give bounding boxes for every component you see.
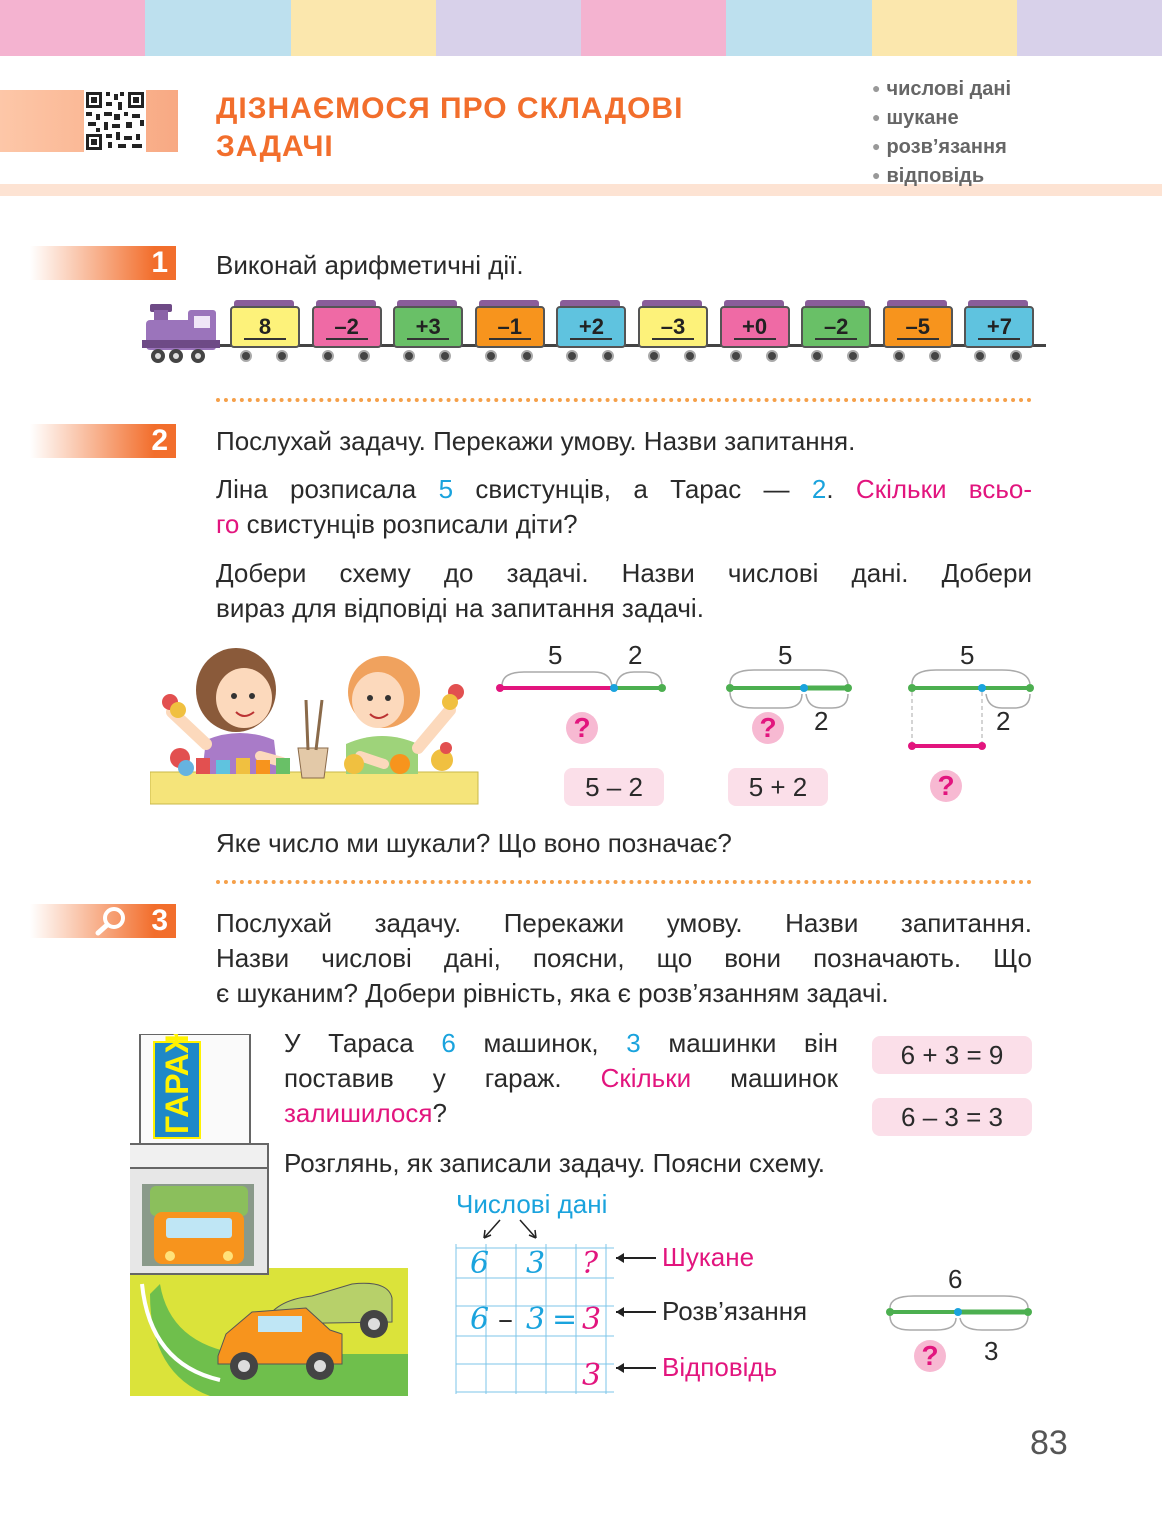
task3-instruction-line: є шуканим? Добери рівність, яка є розв’язанням задачі. bbox=[216, 978, 889, 1008]
color-stripe bbox=[0, 0, 146, 56]
task3-problem-line3 bbox=[284, 1096, 838, 1131]
task2-problem-line1 bbox=[216, 472, 1032, 507]
question-mark-badge: ? bbox=[566, 712, 598, 744]
grid-digit: 6 bbox=[470, 1246, 490, 1281]
scheme-task3-label-bottom: 3 bbox=[984, 1336, 999, 1366]
answer-line bbox=[407, 338, 449, 340]
task-number-tab bbox=[30, 424, 176, 458]
train-wagon bbox=[230, 300, 298, 362]
scheme-1-label-left: 5 bbox=[548, 640, 563, 670]
train-wagon bbox=[475, 300, 543, 362]
wheel bbox=[439, 350, 451, 362]
problem-text: . bbox=[826, 474, 856, 504]
wheel bbox=[602, 350, 614, 362]
wagon-label: +7 bbox=[964, 306, 1034, 348]
keyword-item: ● шукане bbox=[872, 103, 1011, 132]
answer-line bbox=[489, 338, 531, 340]
problem-text: У Тараса bbox=[284, 1028, 442, 1058]
keyword-item: ● числові дані bbox=[872, 74, 1011, 103]
left-arrow-icon bbox=[612, 1360, 658, 1376]
grid-sign: = bbox=[552, 1302, 578, 1337]
task3-instruction-line: Послухай задачу. Перекажи умову. Назви запитання. bbox=[216, 908, 1032, 938]
wheel bbox=[648, 350, 660, 362]
task-number: 3 bbox=[151, 904, 168, 937]
wagon-label: +2 bbox=[556, 306, 626, 348]
answer-line bbox=[897, 338, 939, 340]
scheme-1-label-right: 2 bbox=[628, 640, 643, 670]
answer-line bbox=[326, 338, 368, 340]
train-wagon bbox=[393, 300, 461, 362]
task2-followup: Яке число ми шукали? Що воно позначає? bbox=[216, 828, 732, 858]
question-text: залишилося bbox=[284, 1098, 433, 1128]
expression-option[interactable]: 5 + 2 bbox=[728, 768, 828, 806]
wagon-label: 8 bbox=[230, 306, 300, 348]
grid-digit: 3 bbox=[526, 1246, 546, 1281]
keyword-item: ● відповідь bbox=[872, 161, 1011, 190]
question-text: Скільки всьо- bbox=[855, 474, 1032, 504]
locomotive-icon bbox=[140, 300, 224, 366]
equation-option[interactable]: 6 + 3 = 9 bbox=[872, 1036, 1032, 1074]
numeric-value: 5 bbox=[438, 474, 454, 504]
wagon-label: +3 bbox=[393, 306, 463, 348]
task2-instruction: Послухай задачу. Перекажи умову. Назви запитання. bbox=[216, 426, 856, 456]
question-mark-badge: ? bbox=[914, 1340, 946, 1372]
left-arrow-icon bbox=[612, 1304, 658, 1320]
grid-digit: 3 bbox=[526, 1302, 546, 1337]
task3-instruction bbox=[216, 906, 1032, 1011]
problem-text: машинок, bbox=[455, 1028, 627, 1058]
task2-problem-line2 bbox=[216, 507, 1032, 542]
equation-option[interactable]: 6 – 3 = 3 bbox=[872, 1098, 1032, 1136]
train-wagon bbox=[312, 300, 380, 362]
wheel bbox=[403, 350, 415, 362]
task3-look-instruction: Розглянь, як записали задачу. Поясни схему. bbox=[284, 1148, 825, 1178]
children-painting-illustration bbox=[150, 640, 480, 806]
wheel bbox=[485, 350, 497, 362]
wheel bbox=[811, 350, 823, 362]
train-wagon bbox=[720, 300, 788, 362]
grid-sign: – bbox=[498, 1302, 513, 1337]
task2-task-line2: вираз для відповіді на запитання задачі. bbox=[216, 593, 704, 623]
answer-label: Відповідь bbox=[662, 1352, 778, 1382]
page-number: 83 bbox=[1030, 1424, 1068, 1462]
problem-text: поставив у гараж. bbox=[284, 1063, 601, 1093]
sought-label: Шукане bbox=[662, 1242, 755, 1272]
garage-sign: ГАРАЖ bbox=[159, 1034, 195, 1134]
grid-digit: 3 bbox=[582, 1302, 602, 1337]
wagon-label: –5 bbox=[883, 306, 953, 348]
wagon-label: +0 bbox=[720, 306, 790, 348]
train-wagon bbox=[964, 300, 1032, 362]
page-title-line2: ЗАДАЧІ bbox=[216, 130, 334, 163]
scheme-2-label-top: 5 bbox=[778, 640, 793, 670]
magnifier-icon bbox=[94, 906, 128, 936]
wheel bbox=[521, 350, 533, 362]
numeric-value: 3 bbox=[626, 1028, 641, 1058]
page-title-line1: ДІЗНАЄМОСЯ ПРО СКЛАДОВІ bbox=[216, 92, 684, 125]
question-mark-badge: ? bbox=[752, 712, 784, 744]
page-title bbox=[216, 90, 683, 166]
grid-digit: ? bbox=[582, 1246, 599, 1281]
keyword-item: ● розв’язання bbox=[872, 132, 1011, 161]
task3-instruction-line: Назви числові дані, поясни, що вони позначають. Що bbox=[216, 943, 1032, 973]
task3-problem-line2 bbox=[284, 1061, 838, 1096]
color-stripe bbox=[291, 0, 437, 56]
wheel bbox=[566, 350, 578, 362]
answer-line bbox=[815, 338, 857, 340]
problem-text: свистунців розписали діти? bbox=[239, 509, 578, 539]
expression-option[interactable]: 5 – 2 bbox=[564, 768, 664, 806]
wagon-label: –1 bbox=[475, 306, 545, 348]
task3-problem-line1 bbox=[284, 1026, 838, 1061]
grid-digit: 6 bbox=[470, 1302, 490, 1337]
task-number: 2 bbox=[151, 424, 168, 457]
color-stripe bbox=[436, 0, 582, 56]
problem-text: Ліна розписала bbox=[216, 474, 439, 504]
left-arrow-icon bbox=[612, 1250, 658, 1266]
wheel bbox=[893, 350, 905, 362]
wheel bbox=[730, 350, 742, 362]
task2-task-line1: Добери схему до задачі. Назви числові дані. Добери bbox=[216, 558, 1032, 588]
qr-code-icon[interactable] bbox=[84, 90, 146, 152]
scheme-2-label-bottom: 2 bbox=[814, 706, 829, 736]
color-stripe bbox=[581, 0, 727, 56]
problem-text: ? bbox=[432, 1098, 447, 1128]
wheel bbox=[276, 350, 288, 362]
problem-text: машинки він bbox=[640, 1028, 838, 1058]
solution-label: Розв’язання bbox=[662, 1296, 808, 1326]
color-stripe bbox=[145, 0, 291, 56]
train-wagon bbox=[638, 300, 706, 362]
question-text: го bbox=[216, 509, 240, 539]
question-text: Скільки bbox=[600, 1063, 692, 1093]
wheel bbox=[240, 350, 252, 362]
scheme-3-label-bottom: 2 bbox=[996, 706, 1011, 736]
numeric-data-label: Числові дані bbox=[456, 1189, 608, 1219]
color-stripe bbox=[726, 0, 872, 56]
wheel bbox=[322, 350, 334, 362]
answer-line bbox=[570, 338, 612, 340]
scheme-1-diagram bbox=[494, 636, 670, 706]
wagon-label: –2 bbox=[801, 306, 871, 348]
wagon-label: –3 bbox=[638, 306, 708, 348]
train bbox=[140, 298, 1050, 370]
train-wagon bbox=[556, 300, 624, 362]
numeric-value: 6 bbox=[441, 1028, 456, 1058]
keywords-list bbox=[872, 74, 1011, 190]
answer-line bbox=[244, 338, 286, 340]
task3-problem bbox=[284, 1026, 838, 1131]
answer-line bbox=[734, 338, 776, 340]
color-stripe bbox=[872, 0, 1018, 56]
grid-digit: 3 bbox=[582, 1358, 602, 1393]
train-wagon bbox=[801, 300, 869, 362]
wheel bbox=[766, 350, 778, 362]
question-mark-badge: ? bbox=[930, 770, 962, 802]
wheel bbox=[684, 350, 696, 362]
problem-text: машинок bbox=[691, 1063, 839, 1093]
problem-text: свистунців, а Тарас — bbox=[453, 474, 812, 504]
wheel bbox=[1010, 350, 1022, 362]
task-number-tab bbox=[30, 246, 176, 280]
scheme-task3-label-top: 6 bbox=[948, 1264, 963, 1294]
task2-problem bbox=[216, 472, 1032, 542]
answer-line bbox=[978, 338, 1020, 340]
answer-line bbox=[652, 338, 694, 340]
task-number: 1 bbox=[151, 246, 168, 279]
wheel bbox=[358, 350, 370, 362]
dotted-divider bbox=[216, 398, 1032, 402]
color-stripe bbox=[1017, 0, 1162, 56]
task2-task bbox=[216, 556, 1032, 626]
wheel bbox=[929, 350, 941, 362]
wheel bbox=[974, 350, 986, 362]
scheme-3-label-top: 5 bbox=[960, 640, 975, 670]
numeric-value: 2 bbox=[811, 474, 827, 504]
train-wagon bbox=[883, 300, 951, 362]
wheel bbox=[847, 350, 859, 362]
task1-instruction: Виконай арифметичні дії. bbox=[216, 250, 524, 280]
wagon-label: –2 bbox=[312, 306, 382, 348]
dotted-divider bbox=[216, 880, 1032, 884]
